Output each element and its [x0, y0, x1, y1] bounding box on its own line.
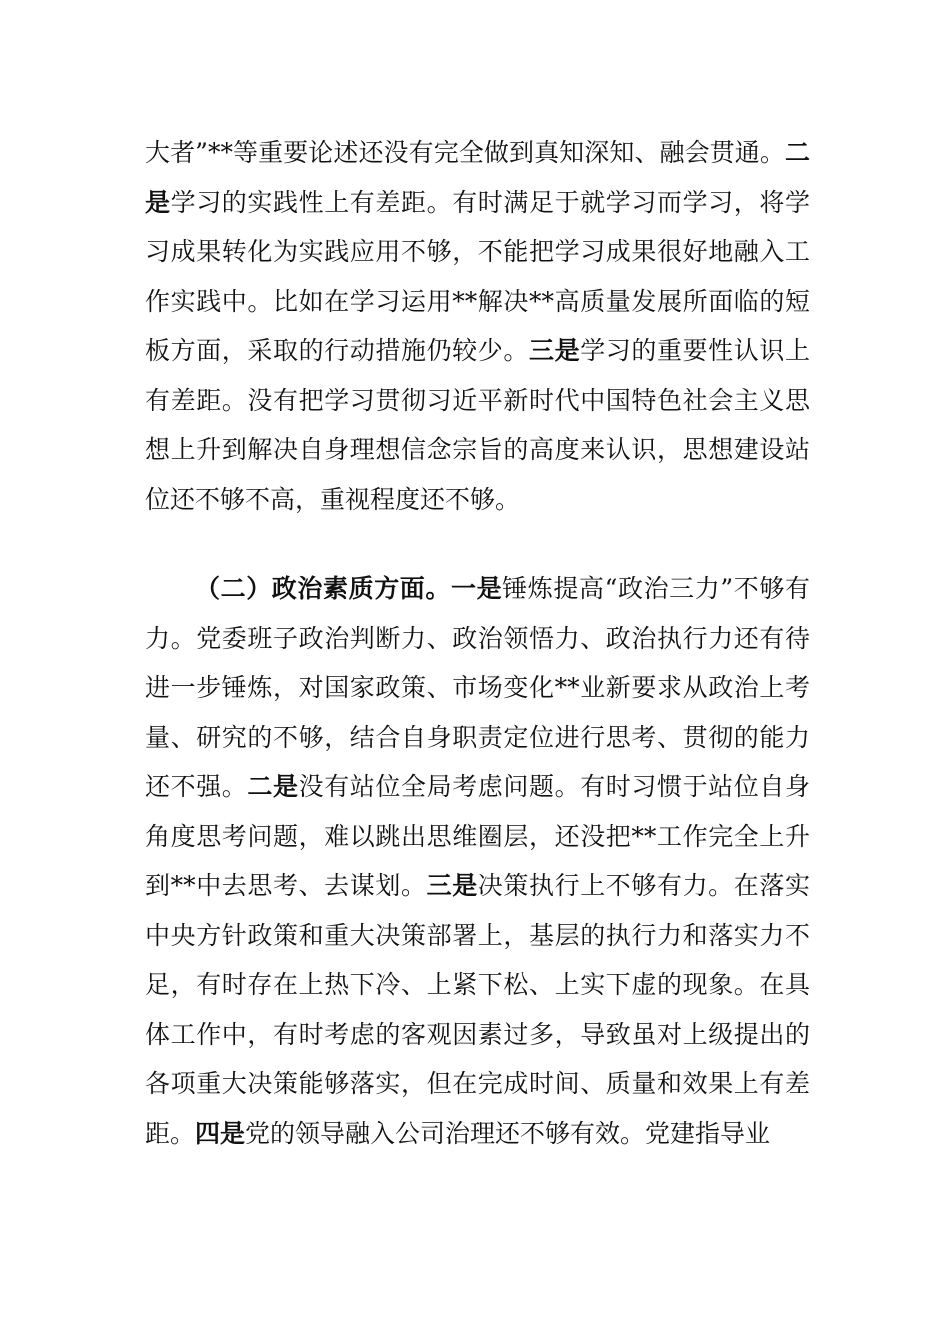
section-heading: （二）政治素质方面。 — [195, 574, 451, 603]
point-marker-one: 一是 — [451, 574, 503, 603]
point-marker-two: 二是 — [247, 772, 299, 801]
text-segment: 大者”**等重要论述还没有完全做到真知深知、融会贯通。 — [145, 138, 785, 167]
text-segment: 决策执行上不够有力。在落实中央方针政策和重大决策部署上，基层的执行力和落实力不足，有时存在上热下冷、上紧下松、上实下虚的现象。在具体工作中，有时考虑的客观因素过多，导致虽对上级提出的各项重大决策能够落实，但在完成时间、质量和效果上有差距。 — [145, 871, 810, 1148]
document-body — [145, 128, 810, 1158]
paragraph-study-gaps — [145, 128, 810, 524]
point-marker-two: 二是 — [145, 138, 810, 217]
text-segment: 没有站位全局考虑问题。有时习惯于站位自身角度思考问题，难以跳出思维圈层，还没把**工作完全上升到**中去思考、去谋划。 — [145, 772, 810, 900]
text-segment: 锤炼提高“政治三力”不够有力。党委班子政治判断力、政治领悟力、政治执行力还有待进一步锤炼，对国家政策、市场变化**业新要求从政治上考量、研究的不够，结合自身职责定位进行思考、贯彻的能力还不强。 — [145, 574, 810, 801]
text-segment: 学习的重要性认识上有差距。没有把学习贯彻习近平新时代中国特色社会主义思想上升到解决自身理想信念宗旨的高度来认识，思想建设站位还不够不高，重视程度还不够。 — [145, 336, 810, 514]
point-marker-three: 三是 — [528, 336, 581, 365]
point-marker-four: 四是 — [195, 1118, 246, 1148]
text-segment: 学习的实践性上有差距。有时满足于就学习而学习，将学习成果转化为实践应用不够，不能把学习成果很好地融入工作实践中。比如在学习运用**解决**高质量发展所面临的短板方面，采取的行动措施仍较少。 — [145, 187, 810, 365]
paragraph-political-quality — [145, 564, 810, 1158]
text-segment: 党的领导融入公司治理还不够有效。党建指导业 — [245, 1118, 771, 1148]
point-marker-three: 三是 — [426, 871, 478, 900]
